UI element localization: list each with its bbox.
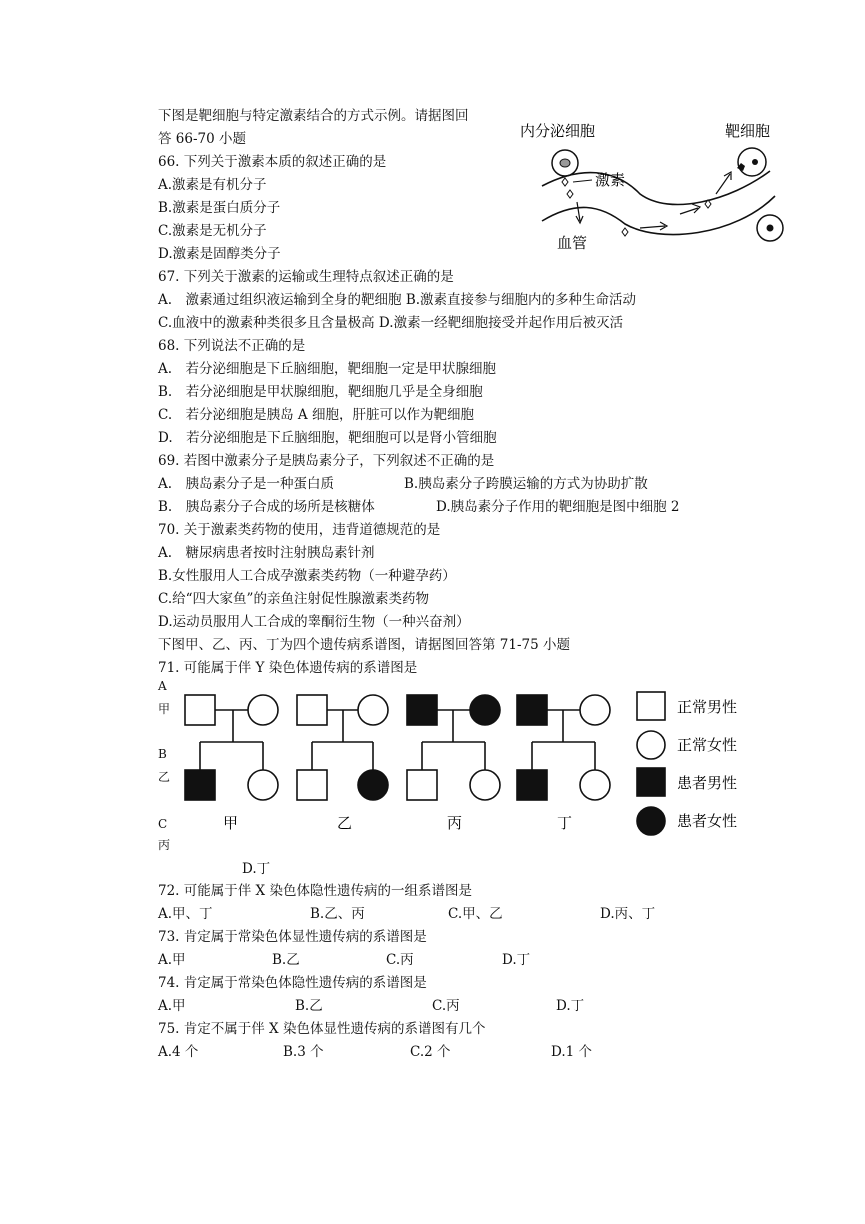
q73-option-a: A.甲 bbox=[158, 952, 186, 968]
q66-option-c: C.激素是无机分子 bbox=[158, 223, 267, 239]
intro-line-1: 下图是靶细胞与特定激素结合的方式示例。请据图回 bbox=[158, 108, 469, 124]
legend-affected-male-label: 患者男性 bbox=[677, 774, 738, 792]
legend-affected-female-icon bbox=[637, 807, 665, 835]
legend-affected-female-label: 患者女性 bbox=[677, 812, 738, 830]
flow-arrow-4-head bbox=[724, 172, 731, 180]
q75-option-c: C.2 个 bbox=[410, 1044, 451, 1060]
yi-mother-normal-female bbox=[358, 695, 388, 725]
q71-option-c: C bbox=[158, 817, 168, 831]
q73-option-d: D.丁 bbox=[502, 952, 531, 968]
q67-options-cd: C.血液中的激素种类很多且含量极高 D.激素一经靶细胞接受并起作用后被灭活 bbox=[158, 315, 624, 331]
vessel-wall-upper bbox=[542, 171, 770, 204]
q71-option-a-fragment: 甲 bbox=[158, 702, 171, 716]
q68-stem: 68. 下列说法不正确的是 bbox=[158, 338, 306, 354]
label-target-cell: 靶细胞 bbox=[725, 122, 771, 140]
pedigree-label-yi: 乙 bbox=[337, 814, 353, 832]
q71-option-b: B bbox=[158, 747, 167, 761]
q69-stem: 69. 若图中激素分子是胰岛素分子，下列叙述不正确的是 bbox=[158, 453, 495, 469]
jia-son-affected-male bbox=[185, 770, 215, 800]
q73-option-b: B.乙 bbox=[272, 952, 300, 968]
hormone-leader-line bbox=[573, 180, 592, 182]
q74-option-b: B.乙 bbox=[295, 998, 323, 1014]
q69-option-b-right: B.胰岛素分子跨膜运输的方式为协助扩散 bbox=[404, 476, 648, 492]
ding-daughter-normal-female bbox=[580, 770, 610, 800]
bing-son-normal-male bbox=[407, 770, 437, 800]
yi-son-normal-male bbox=[297, 770, 327, 800]
q68-option-b: B. 若分泌细胞是甲状腺细胞，靶细胞几乎是全身细胞 bbox=[158, 384, 483, 400]
endocrine-nucleus bbox=[560, 159, 570, 167]
pedigree-label-ding: 丁 bbox=[557, 814, 573, 832]
q70-option-d: D.运动员服用人工合成的睾酮衍生物（一种兴奋剂） bbox=[158, 614, 470, 630]
q70-option-b: B.女性服用人工合成孕激素类药物（一种避孕药） bbox=[158, 568, 456, 584]
q74-option-c: C.丙 bbox=[432, 998, 460, 1014]
legend-normal-female-icon bbox=[637, 731, 665, 759]
legend-normal-male-icon bbox=[637, 692, 665, 720]
q71-option-d: D.丁 bbox=[242, 861, 271, 877]
q72-option-c: C.甲、乙 bbox=[448, 906, 503, 922]
q66-stem: 66. 下列关于激素本质的叙述正确的是 bbox=[158, 154, 387, 170]
pedigree-label-jia: 甲 bbox=[223, 814, 239, 832]
pedigree-label-bing: 丙 bbox=[447, 814, 463, 832]
bing-daughter-normal-female bbox=[470, 770, 500, 800]
q69-option-a: A. 胰岛素分子是一种蛋白质 bbox=[158, 476, 335, 492]
q71-stem: 71. 可能属于伴 Y 染色体遗传病的系谱图是 bbox=[158, 660, 418, 676]
legend-normal-male-label: 正常男性 bbox=[677, 698, 738, 716]
target-cell-2-nucleus bbox=[767, 225, 774, 232]
q69-option-d: D.胰岛素分子作用的靶细胞是图中细胞 2 bbox=[436, 499, 680, 515]
q67-options-ab: A. 激素通过组织液运输到全身的靶细胞 B.激素直接参与细胞内的多种生命活动 bbox=[158, 292, 637, 308]
q72-option-b: B.乙、丙 bbox=[310, 906, 365, 922]
q68-option-c: C. 若分泌细胞是胰岛 A 细胞，肝脏可以作为靶细胞 bbox=[158, 407, 474, 423]
q72-option-a: A.甲、丁 bbox=[158, 906, 213, 922]
hormone-particle-2 bbox=[567, 190, 573, 198]
legend-normal-female-label: 正常女性 bbox=[677, 736, 738, 754]
q73-option-c: C.丙 bbox=[386, 952, 414, 968]
q75-option-a: A.4 个 bbox=[158, 1044, 199, 1060]
q68-option-a: A. 若分泌细胞是下丘脑细胞，靶细胞一定是甲状腺细胞 bbox=[158, 361, 497, 377]
flow-arrow-4 bbox=[716, 174, 730, 194]
ding-father-affected-male bbox=[517, 695, 547, 725]
q66-option-a: A.激素是有机分子 bbox=[158, 177, 267, 193]
q70-stem: 70. 关于激素类药物的使用，违背道德规范的是 bbox=[158, 522, 441, 538]
q73-stem: 73. 肯定属于常染色体显性遗传病的系谱图是 bbox=[158, 929, 427, 945]
jia-mother-normal-female bbox=[248, 695, 278, 725]
q70-option-a: A. 糖尿病患者按时注射胰岛素针剂 bbox=[158, 545, 375, 561]
q75-option-b: B.3 个 bbox=[283, 1044, 324, 1060]
label-endocrine-cell: 内分泌细胞 bbox=[520, 122, 596, 140]
q74-stem: 74. 肯定属于常染色体隐性遗传病的系谱图是 bbox=[158, 975, 427, 991]
yi-daughter-affected-female bbox=[358, 770, 388, 800]
bing-mother-affected-female bbox=[470, 695, 500, 725]
hormone-particle-1 bbox=[562, 178, 568, 186]
ding-mother-normal-female bbox=[580, 695, 610, 725]
bing-father-affected-male bbox=[407, 695, 437, 725]
q74-option-d: D.丁 bbox=[556, 998, 585, 1014]
hormone-particle-3 bbox=[622, 228, 628, 236]
pedigree-figure bbox=[175, 680, 775, 850]
flow-arrow-2 bbox=[640, 226, 665, 228]
ding-son-affected-male bbox=[517, 770, 547, 800]
q72-option-d: D.丙、丁 bbox=[600, 906, 656, 922]
legend-affected-male-icon bbox=[637, 768, 665, 796]
q72-stem: 72. 可能属于伴 X 染色体隐性遗传病的一组系谱图是 bbox=[158, 883, 472, 899]
q68-option-d: D. 若分泌细胞是下丘脑细胞，靶细胞可以是肾小管细胞 bbox=[158, 430, 497, 446]
q74-option-a: A.甲 bbox=[158, 998, 186, 1014]
q71-option-c-fragment: 丙 bbox=[158, 838, 171, 852]
label-blood-vessel: 血管 bbox=[557, 234, 588, 252]
q67-stem: 67. 下列关于激素的运输或生理特点叙述正确的是 bbox=[158, 269, 454, 285]
jia-father-normal-male bbox=[185, 695, 215, 725]
q69-option-b: B. 胰岛素分子合成的场所是核糖体 bbox=[158, 499, 375, 515]
q71-option-a: A bbox=[158, 679, 167, 693]
q75-option-d: D.1 个 bbox=[551, 1044, 593, 1060]
target-cell-1-nucleus bbox=[752, 159, 758, 165]
intro-pedigree: 下图甲、乙、丙、丁为四个遗传病系谱图，请据图回答第 71-75 小题 bbox=[158, 637, 570, 653]
yi-father-normal-male bbox=[297, 695, 327, 725]
q71-option-b-fragment: 乙 bbox=[158, 770, 171, 784]
q75-stem: 75. 肯定不属于伴 X 染色体显性遗传病的系谱图有几个 bbox=[158, 1021, 486, 1037]
hormone-target-figure bbox=[520, 116, 790, 266]
q66-option-d: D.激素是固醇类分子 bbox=[158, 246, 281, 262]
intro-line-2: 答 66-70 小题 bbox=[158, 131, 247, 147]
q70-option-c: C.给“四大家鱼”的亲鱼注射促性腺激素类药物 bbox=[158, 591, 429, 607]
label-hormone: 激素 bbox=[595, 171, 626, 189]
jia-daughter-normal-female bbox=[248, 770, 278, 800]
q66-option-b: B.激素是蛋白质分子 bbox=[158, 200, 281, 216]
